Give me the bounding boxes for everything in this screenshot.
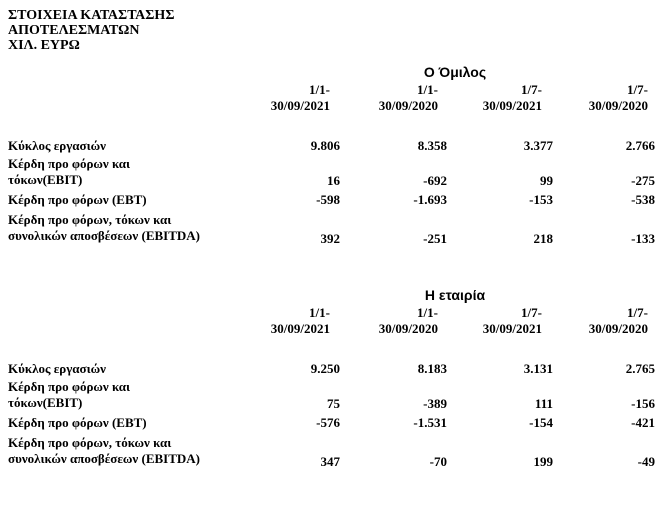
company-section	[0, 285, 670, 485]
group-cell: 392	[320, 231, 340, 246]
group-cell: 218	[533, 231, 553, 246]
company-cell: -421	[631, 415, 655, 430]
company-column-header-4: 1/7- 30/09/2020	[588, 305, 648, 336]
document-title	[8, 8, 174, 53]
title-line-1: ΣΤΟΙΧΕΙΑ ΚΑΤΑΣΤΑΣΗΣ	[8, 8, 175, 23]
group-cell: 9.806	[310, 138, 340, 153]
company-cell: -156	[631, 396, 655, 411]
group-cell: 2.766	[625, 138, 655, 153]
group-column-header-3: 1/7- 30/09/2021	[482, 82, 542, 113]
company-row-label-revenue: Κύκλος εργασιών	[8, 361, 106, 376]
company-cell: -70	[429, 454, 447, 469]
company-cell: 3.131	[523, 361, 553, 376]
group-cell: -598	[316, 192, 340, 207]
group-cell: -1.693	[413, 192, 447, 207]
company-cell: 75	[327, 396, 340, 411]
company-cell: 111	[534, 396, 553, 411]
group-column-header-1: 1/1- 30/09/2021	[270, 82, 330, 113]
group-row-label-ebit: Κέρδη προ φόρων και τόκων(ΕΒΙΤ)	[8, 156, 131, 187]
group-cell: -133	[631, 231, 655, 246]
group-row-label-revenue: Κύκλος εργασιών	[8, 138, 106, 153]
company-cell: -576	[316, 415, 340, 430]
group-cell: -251	[423, 231, 447, 246]
company-cell: 2.765	[625, 361, 655, 376]
group-row-label-ebt: Κέρδη προ φόρων (ΕΒΤ)	[8, 192, 147, 207]
group-cell: 8.358	[417, 138, 447, 153]
group-row-label-ebitda: Κέρδη προ φόρων, τόκων και συνολικών αποσβέσεων (EBITDA)	[8, 212, 200, 243]
group-section	[0, 62, 670, 262]
company-cell: -154	[529, 415, 553, 430]
company-row-label-ebit: Κέρδη προ φόρων και τόκων(ΕΒΙΤ)	[8, 379, 131, 410]
group-cell: -153	[529, 192, 553, 207]
company-cell: -1.531	[413, 415, 447, 430]
group-cell: 3.377	[523, 138, 553, 153]
company-column-header-2: 1/1- 30/09/2020	[378, 305, 438, 336]
company-column-header-3: 1/7- 30/09/2021	[482, 305, 542, 336]
title-line-3: ΧΙΛ. ΕΥΡΩ	[8, 38, 80, 53]
company-cell: 8.183	[417, 361, 447, 376]
group-column-header-4: 1/7- 30/09/2020	[588, 82, 648, 113]
company-cell: 199	[533, 454, 553, 469]
company-section-title: Η εταιρία	[424, 287, 486, 303]
group-cell: 99	[540, 173, 553, 188]
company-row-label-ebt: Κέρδη προ φόρων (ΕΒΤ)	[8, 415, 147, 430]
group-section-title: Ο Όμιλος	[423, 64, 487, 80]
group-column-header-2: 1/1- 30/09/2020	[378, 82, 438, 113]
group-cell: -538	[631, 192, 655, 207]
company-row-label-ebitda: Κέρδη προ φόρων, τόκων και συνολικών αποσβέσεων (EBITDA)	[8, 435, 200, 466]
group-cell: -275	[631, 173, 655, 188]
group-cell: 16	[327, 173, 340, 188]
company-cell: -49	[637, 454, 655, 469]
company-cell: -389	[423, 396, 447, 411]
company-cell: 9.250	[310, 361, 340, 376]
company-cell: 347	[320, 454, 340, 469]
title-line-2: ΑΠΟΤΕΛΕΣΜΑΤΩΝ	[8, 23, 140, 38]
company-column-header-1: 1/1- 30/09/2021	[270, 305, 330, 336]
group-cell: -692	[423, 173, 447, 188]
